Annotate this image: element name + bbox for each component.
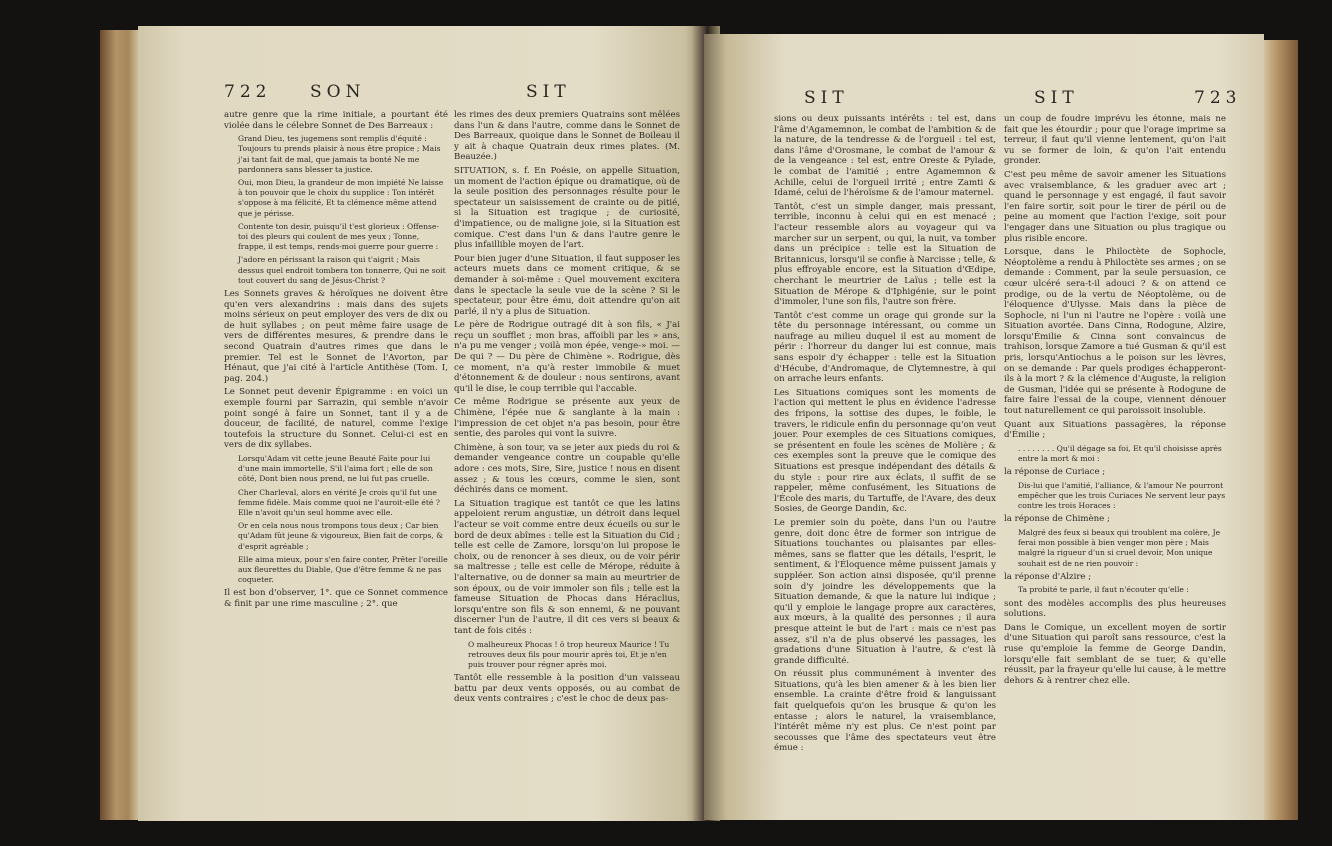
verse: O malheureux Phocas ! ô trop heureux Maurice ! Tu retrouves deux fils pour mourir après toi, Et je n'en puis trouver pour régner après moi. [468,639,670,669]
verse: Grand Dieu, tes jugemens sont remplis d'équité : Toujours tu prends plaisir à nous être propice ; Mais j'ai tant fait de mal, que jamais ta bonté Ne me pardonnera sans blesser ta justice. [238,134,441,174]
paragraph: Ce même Rodrigue se présente aux yeux de Chimène, l'épée nue & sanglante à la main : l'impression de cet objet n'a pas besoin, pour être sentie, des paroles qui vont la suivre. [454,397,680,440]
paragraph: Il est bon d'observer, 1°. que ce Sonnet commence & finit par une rime masculine ; 2°. que [224,588,448,609]
paragraph: La Situation tragique est tantôt ce que les latins appeloient rerum angustiæ, un détroit dans lequel l'acteur se voit comme entre deux écueils ou sur le bord de deux abîmes : telle est la Situation du Cid ; telle est celle de Zamore, lorsqu'on lui propose le choix, ou de renoncer à ses dieux, ou de voir périr sa maîtresse ; telle est celle de Mérope, réduite à l'alternative, ou de donner sa main au meurtrier de son époux, ou de voir immoler son fils ; telle est la fameuse Situation de Phocas dans Héraclius, lorsqu'entre son fils & son ennemi, & ne pouvant discerner l'un de l'autre, il dit ces vers si beaux & tant de fois cités : [454,498,680,636]
verse: . . . . . . . . Qu'il dégage sa foi, Et qu'il choisisse après entre la mort & moi : [1018,443,1222,464]
left-page [138,26,708,821]
page-edges-right [1262,40,1298,820]
right-page [704,34,1264,820]
paragraph: Tantôt elle ressemble à la position d'un vaisseau battu par deux vents opposés, ou au combat de deux vents contraires ; c'est le choc de deux pas- [454,673,680,705]
paragraph: autre genre que la rime initiale, a pourtant été violée dans le célebre Sonnet de Des Barreaux : [224,110,448,131]
verse: Cher Charleval, alors en vérité Je crois qu'il fut une femme fidèle. Mais comme quoi ne l'auroit-elle été ? Elle n'avoit qu'un seul homme avec elle. [238,487,440,517]
paragraph: Le Sonnet peut devenir Épigramme : en voici un exemple fourni par Sarrazin, qui semble n'avoir point songé à faire un Sonnet, tant il y a de douceur, de facilité, de naturel, comme l'exige toutefois la structure du Sonnet. Celui-ci est en vers de dix syllabes. [224,387,448,451]
left-column-2 [454,110,680,708]
verse: Or en cela nous nous trompons tous deux ; Car bien qu'Adam fût jeune & vigoureux, Bien fait de corps, & d'esprit agréable ; [238,521,443,551]
left-running-head-2: SIT [526,82,571,102]
left-running-head: SON [310,82,366,102]
verse: Ta probité te parle, il faut n'écouter qu'elle : [1018,585,1189,595]
right-running-head-1: SIT [804,88,849,108]
paragraph: la réponse d'Alzire ; [1004,571,1092,582]
verse: Malgré des feux si beaux qui troublent ma colère, Je ferai mon possible à bien venger mon père ; Mais malgré la rigueur d'un si cruel devoir, Mon unique souhait est de ne rien pouvoir : [1018,528,1221,568]
paragraph: Chimène, à son tour, va se jeter aux pieds du roi & demander vengeance contre un coupable qu'elle adore : ces mots, Sire, Sire, justice ! nous en disent assez ; & tous les cœurs, comme le sien, sont déchirés dans ce moment. [454,442,680,496]
paragraph: On réussit plus communément à inventer des Situations, qu'à les bien amener & à les bien lier ensemble. La crainte d'être froid & languissant fait quelquefois qu'on les brusque & qu'on les entasse ; alors le naturel, la vraisemblance, l'intérêt même n'y est plus. Ce n'est point par secousses que l'âme des spectateurs veut être émue : [774,669,996,754]
verse: Dis-lui que l'amitié, l'alliance, & l'amour Ne pourront empêcher que les trois Curiaces Ne servent leur pays contre les trois Horaces : [1018,480,1226,511]
verse: Oui, mon Dieu, la grandeur de mon impiété Ne laisse à ton pouvoir que le choix du supplice : Ton intérêt s'oppose à ma félicité, Et ta clémence même attend que je périsse. [238,178,444,218]
paragraph: un coup de foudre imprévu les étonne, mais ne fait que les étourdir ; pour que l'orage imprime sa terreur, il faut qu'il vienne lentement, qu'on l'ait vu se former de loin, & qu'on l'ait entendu gronder. [1004,114,1226,167]
left-column-1 [224,110,448,613]
paragraph: Pour bien juger d'une Situation, il faut supposer les acteurs muets dans ce moment critique, & se demander à soi-même : Quel mouvement excitera dans le spectacle la seule vue de la scène ? Si le spectateur, pour être ému, doit attendre qu'on ait parlé, il n'y a plus de Situation. [454,253,680,317]
paragraph: les rimes des deux premiers Quatrains sont mêlées dans l'un & dans l'autre, comme dans le Sonnet de Des Barreaux, quoique dans le Sonnet de Boileau il y ait à chaque Quatrain deux rimes plates. (M. Beauzée.) [454,110,680,163]
left-page-number: 722 [224,82,272,102]
paragraph: Tantôt c'est comme un orage qui gronde sur la tête du personnage intéressant, ou comme un naufrage au milieu duquel il est au moment de périr : l'horreur du danger lui est connue, mais sans espoir d'y échapper : telle est la Situation d'Hécube, d'Andromaque, de Clytemnestre, à qui on arrache leurs enfants. [774,310,996,385]
paragraph: Dans le Comique, un excellent moyen de sortir d'une Situation qui paroît sans ressource, c'est la ruse qu'emploie la femme de George Dandin, lorsqu'elle fait semblant de se tuer, & qu'elle réussit, par la frayeur qu'elle lui cause, à le mettre dehors & à rentrer chez elle. [1004,622,1226,686]
paragraph: la réponse de Curiace ; [1004,467,1106,478]
verse: J'adore en périssant la raison qui t'aigrit ; Mais dessus quel endroit tombera ton tonnerre, Qui ne soit tout couvert du sang de Jésus-Christ ? [238,255,446,285]
paragraph: sont des modèles accomplis des plus heureuses solutions. [1004,598,1226,620]
paragraph: Quant aux Situations passagères, la réponse d'Émilie ; [1004,419,1226,441]
paragraph: SITUATION, s. f. En Poésie, on appelle Situation, un moment de l'action épique ou dramatique, où de la seule position des personnages résulte pour le spectateur un saisissement de crainte ou de pitié, si la Situation est tragique ; de curiosité, d'impatience, ou de maligne joie, si la Situation est comique. C'est dans l'un & dans l'autre genre le plus infaillible moyen de l'art. [454,165,680,251]
paragraph: la réponse de Chimène ; [1004,514,1110,525]
right-running-head-2: SIT [1034,88,1079,108]
paragraph: Lorsque, dans le Philoctète de Sophocle, Néoptolème a rendu à Philoctète ses armes ; on se demande : Comment, par la seule persuasion, ce cœur ulcéré sera-t-il adouci ? & on attend ce prodige, ou de la vertu de Néoptolème, ou de l'éloquence d'Ulysse. Mais dans la pièce de Sophocle, ni l'un ni l'autre ne l'opère : voilà une Situation avortée. Dans Cinna, Rodogune, Alzire, lorsqu'Émilie & Cinna sont convaincus de trahison, lorsque Zamore a tué Gusman & qu'il est pris, lorsqu'Antiochus a le poison sur les lèvres, on se demande : Par quels prodiges échapperont-ils à la mort ? & la clémence d'Auguste, la religion de Gusman, l'idée qui se présente à Rodogune de faire faire l'essai de la coupe, viennent dénouer tout naturellement ce qui paroissoit insoluble. [1004,247,1226,417]
right-column-1 [774,114,996,757]
right-page-number: 723 [1194,88,1242,108]
paragraph: sions ou deux puissants intérêts : tel est, dans l'âme d'Agamemnon, le combat de l'ambition & de la nature, de la tendresse & de l'orgueil : tel est, dans l'âme d'Orosmane, le combat de l'amour & de la vengeance : tel est, entre Oreste & Pylade, le combat de l'amitié ; entre Agamemnon & Achille, celui de l'orgueil irrité ; entre Zamti & Idamé, celui de l'héroïsme & de l'amour maternel. [774,114,996,199]
verse: Lorsqu'Adam vit cette jeune Beauté Faite pour lui d'une main immortelle, S'il l'aima fort ; elle de son côté, Dont bien nous prend, ne lui fut pas cruelle. [238,453,433,484]
paragraph: Le premier soin du poète, dans l'un ou l'autre genre, doit donc être de former son intrigue de Situations touchantes ou plaisantes par elles-mêmes, sans se flatter que les détails, l'esprit, le sentiment, & l'Éloquence même puissent jamais y suppléer. Son action ainsi disposée, qu'il prenne soin d'y joindre les développements que la Situation demande, & que la nature lui indique ; qu'il y emploie le langage propre aux caractères, aux mœurs, à la qualité des personnes ; il aura presque atteint le but de l'art : mais ce n'est pas assez, s'il n'a de plus observé les passages, les gradations d'une Situation à l'autre, & c'est là grande difficulté. [774,517,996,666]
paragraph: Les Situations comiques sont les moments de l'action qui mettent le plus en évidence l'adresse des fripons, la sottise des dupes, le foible, le travers, le ridicule enfin du personnage qu'on veut jouer. Pour exemples de ces Situations comiques, se présentent en foule les scènes de Molière ; & ces exemples sont la preuve que le comique des Situations est presque indépendant des détails & du style : pour rire aux éclats, il suffit de se rappeler, même confusément, les Situations de l'École des maris, du Tartuffe, de l'Avare, des deux Sosies, de George Dandin, &c. [774,387,996,515]
verse: Contente ton desir, puisqu'il t'est glorieux : Offense-toi des pleurs qui coulent de mes yeux ; Tonne, frappe, il est temps, rends-moi guerre pour guerre : [238,221,440,252]
paragraph: Le père de Rodrigue outragé dit à son fils, « J'ai reçu un soufflet ; mon bras, affoibli par les » ans, n'a pu me venger ; voilà mon épée, venge-» moi. — De qui ? — Du père de Chimène ». Rodrigue, dès ce moment, n'a qu'à rester immobile & muet d'étonnement & de douleur : nous sentirons, avant qu'il le dise, le coup terrible qui l'accable. [454,320,680,394]
verse: Elle aima mieux, pour s'en faire conter, Prêter l'oreille aux fleurettes du Diable, Que d'être femme & ne pas coqueter. [238,554,448,585]
paragraph: Tantôt, c'est un simple danger, mais pressant, terrible, inconnu à celui qui en est menacé ; l'acteur ressemble alors au voyageur qui va marcher sur un serpent, ou qui, la nuit, va tomber dans un précipice : telle est la Situation de Britannicus, lorsqu'il se confie à Narcisse ; telle, & plus effroyable encore, est la Situation d'Œdipe, cherchant le meurtrier de Laïus ; telle est la Situation de Mérope & d'Iphigénie, sur le point d'immoler, l'une son fils, l'autre son frère. [774,201,996,308]
right-column-2 [1004,114,1226,689]
paragraph: Les Sonnets graves & héroïques ne doivent être qu'en vers alexandrins : mais dans des sujets moins sérieux on peut employer des vers de dix ou de huit syllabes ; on peut même faire usage de vers de différentes mesures, & prendre dans le second Quatrain d'autres rimes que dans le premier. Tel est le Sonnet de l'Avorton, par Hénaut, que j'ai cité à l'article Antithèse (Tom. I, pag. 204.) [224,289,448,384]
paragraph: C'est peu même de savoir amener les Situations avec vraisemblance, & les graduer avec art ; quand le personnage y est engagé, il faut savoir l'en faire sortir, soit pour le tirer de péril ou de peine au moment que l'action l'exige, soit pour l'engager dans une Situation ou plus tragique ou plus risible encore. [1004,169,1226,244]
page-edges-left [100,30,140,820]
